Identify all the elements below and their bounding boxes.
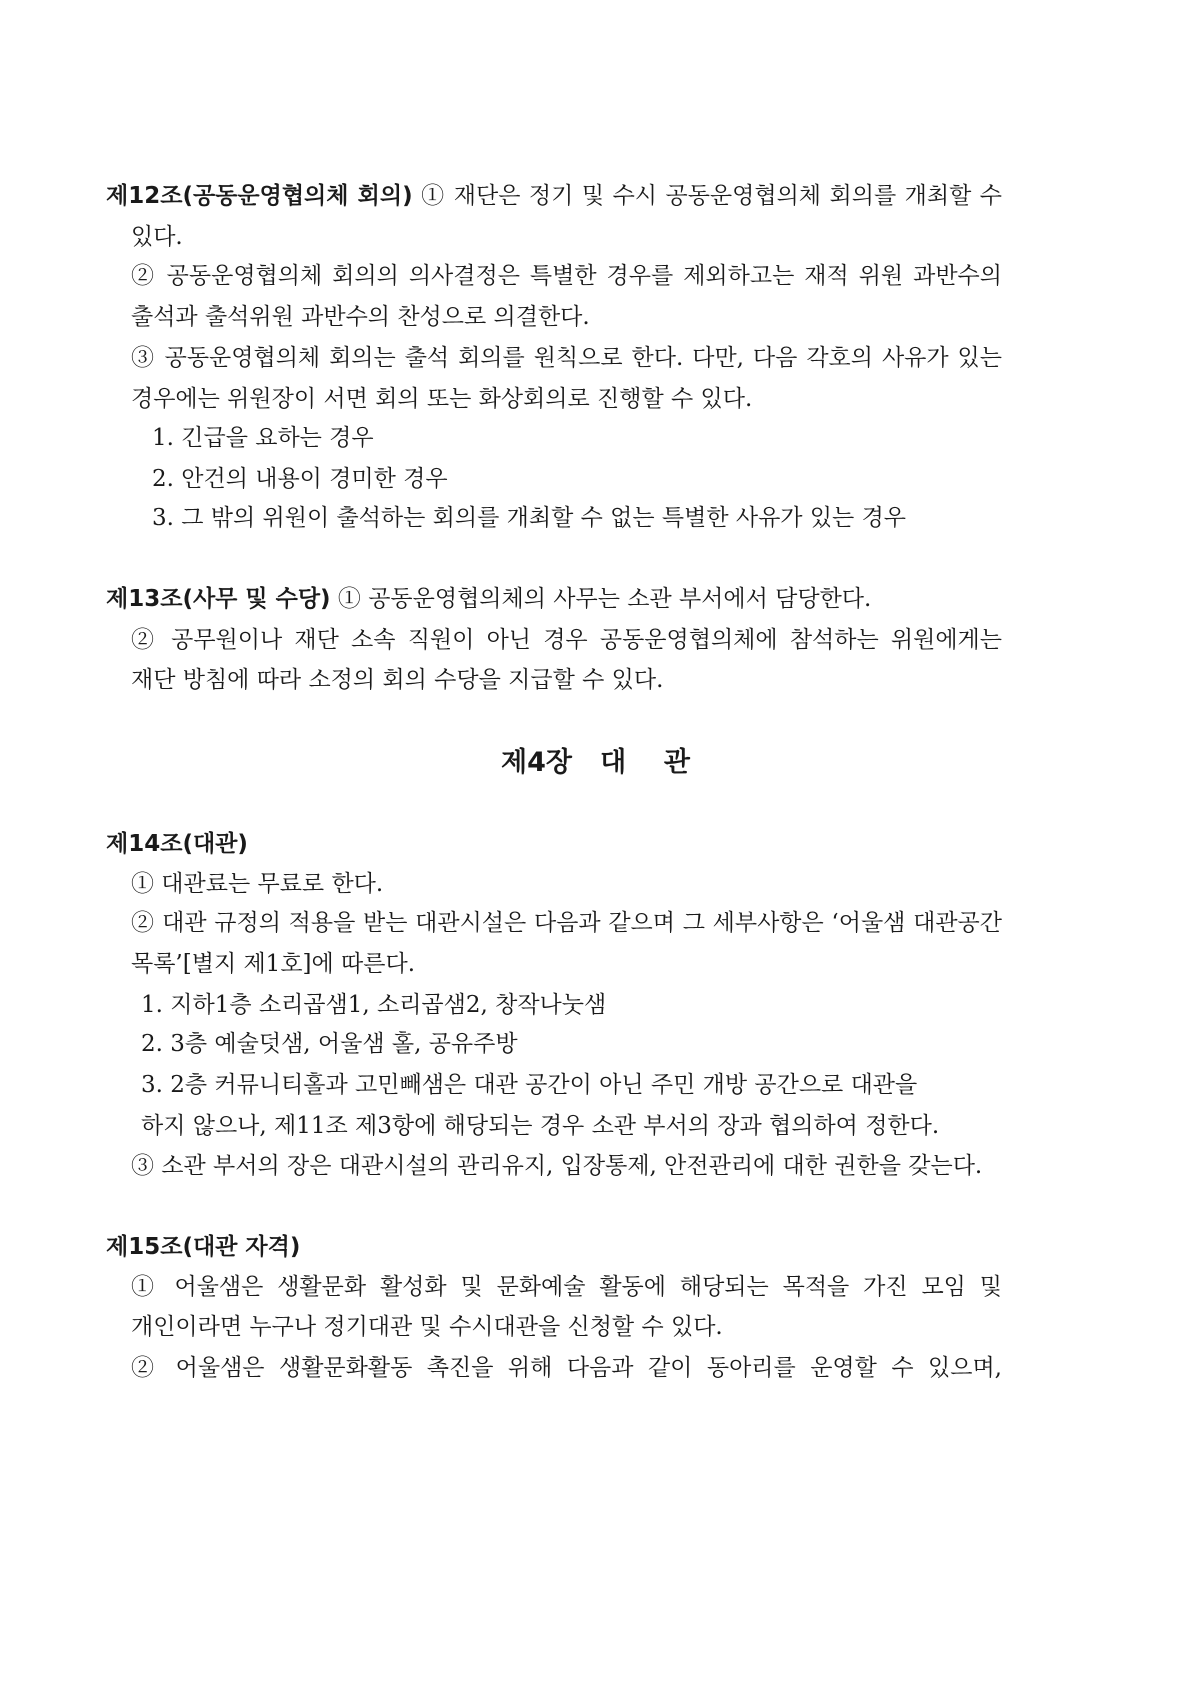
- article-12-para-1-line-2: 있다.: [131, 224, 183, 250]
- chapter-title: 제4장 대 관: [501, 747, 690, 778]
- list-item: 3. 그 밖의 위원이 출석하는 회의를 개최할 수 없는 특별한 사유가 있는 경우: [152, 505, 906, 531]
- article-14-para-3: ③ 소관 부서의 장은 대관시설의 관리유지, 입장통제, 안전관리에 대한 권한을 갖는다.: [131, 1153, 983, 1179]
- article-14-heading: 제14조(대관): [106, 831, 248, 857]
- article-15-para-1-line-2: 개인이라면 누구나 정기대관 및 수시대관을 신청할 수 있다.: [131, 1314, 723, 1340]
- list-item: 3. 2층 커뮤니티홀과 고민빼샘은 대관 공간이 아닌 주민 개방 공간으로 대관을: [141, 1072, 918, 1098]
- article-12-para-3-line-1: ③ 공동운영협의체 회의는 출석 회의를 원칙으로 한다. 다만, 다음 각호의 사유가 있는: [131, 345, 1002, 371]
- article-13-para-2-line-1: ② 공무원이나 재단 소속 직원이 아닌 경우 공동운영협의체에 참석하는 위원에게는: [131, 627, 1002, 653]
- article-14-para-2-line-1: ② 대관 규정의 적용을 받는 대관시설은 다음과 같으며 그 세부사항은 ‘어울샘 대관공간: [131, 910, 1002, 936]
- article-13-first-line: [106, 578, 871, 621]
- article-13-para-1: ① 공동운영협의체의 사무는 소관 부서에서 담당한다.: [337, 586, 872, 612]
- article-12-first-line: [106, 175, 1002, 218]
- article-14-para-1: ① 대관료는 무료로 한다.: [131, 871, 384, 897]
- article-15-para-1-line-1: ① 어울샘은 생활문화 활성화 및 문화예술 활동에 해당되는 목적을 가진 모임 및: [131, 1274, 1002, 1300]
- list-item: 2. 안건의 내용이 경미한 경우: [152, 466, 448, 492]
- article-14-para-2-line-2: 목록’[별지 제1호]에 따른다.: [131, 951, 416, 977]
- article-12-para-2-line-2: 출석과 출석위원 과반수의 찬성으로 의결한다.: [131, 304, 590, 330]
- list-item: 1. 지하1층 소리곱샘1, 소리곱샘2, 창작나눗샘: [141, 992, 607, 1018]
- list-item-continuation: 하지 않으나, 제11조 제3항에 해당되는 경우 소관 부서의 장과 협의하여 정한다.: [141, 1113, 940, 1139]
- article-12-para-3-line-2: 경우에는 위원장이 서면 회의 또는 화상회의로 진행할 수 있다.: [131, 386, 753, 412]
- article-12-para-1-line-1: ① 재단은 정기 및 수시 공동운영협의체 회의를 개최할 수: [421, 183, 1003, 209]
- list-item: 2. 3층 예술덧샘, 어울샘 홀, 공유주방: [141, 1031, 518, 1057]
- article-12-para-2-line-1: ② 공동운영협의체 회의의 의사결정은 특별한 경우를 제외하고는 재적 위원 과반수의: [131, 263, 1002, 289]
- article-15-para-2-line-1: ② 어울샘은 생활문화활동 촉진을 위해 다음과 같이 동아리를 운영할 수 있으며,: [131, 1355, 1002, 1381]
- list-item: 1. 긴급을 요하는 경우: [152, 425, 374, 451]
- article-12-heading: 제12조(공동운영협의체 회의): [106, 183, 413, 209]
- article-13-heading: 제13조(사무 및 수당): [106, 586, 331, 612]
- article-15-heading: 제15조(대관 자격): [106, 1234, 301, 1260]
- article-13-para-2-line-2: 재단 방침에 따라 소정의 회의 수당을 지급할 수 있다.: [131, 667, 664, 693]
